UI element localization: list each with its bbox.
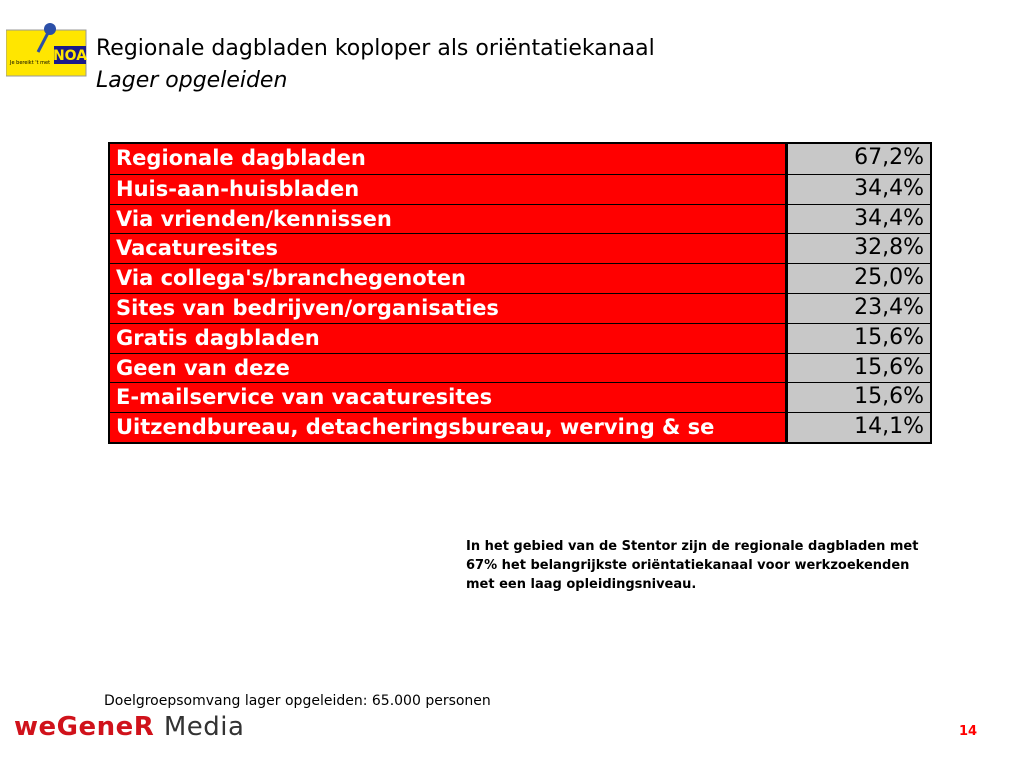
audience-size-text: Doelgroepsomvang lager opgeleiden: 65.000 personen (104, 693, 491, 709)
table-row (110, 382, 930, 412)
row-label: Via vrienden/kennissen (110, 205, 788, 234)
row-label: Geen van deze (110, 354, 788, 383)
row-value: 15,6% (788, 354, 930, 383)
row-label: Sites van bedrijven/organisaties (110, 294, 788, 323)
row-label: E-mailservice van vacaturesites (110, 383, 788, 412)
noa-logo-tagline: Je bereikt 't met (10, 60, 51, 66)
results-table (108, 142, 932, 444)
row-value: 14,1% (788, 413, 930, 442)
title-subtitle: Lager opgeleiden (96, 68, 288, 93)
row-value: 34,4% (788, 175, 930, 204)
wegener-media-logo (14, 712, 244, 742)
row-value: 15,6% (788, 383, 930, 412)
row-label: Gratis dagbladen (110, 324, 788, 353)
row-value: 32,8% (788, 234, 930, 263)
page-number: 14 (959, 724, 978, 739)
row-value: 25,0% (788, 264, 930, 293)
note-text: In het gebied van de Stentor zijn de regionale dagbladen met 67% het belangrijkste oriëntatiekanaal voor werkzoekenden met een laag opleidingsniveau. (466, 539, 919, 592)
noa-logo-text: NOA (52, 48, 88, 64)
table-row (110, 293, 930, 323)
table-row (110, 263, 930, 293)
row-value: 15,6% (788, 324, 930, 353)
table-row (110, 323, 930, 353)
row-label: Uitzendbureau, detacheringsbureau, werving & se (110, 413, 788, 442)
table-row (110, 174, 930, 204)
row-value: 34,4% (788, 205, 930, 234)
row-label: Vacaturesites (110, 234, 788, 263)
table-row (110, 233, 930, 263)
noa-logo (6, 22, 88, 78)
table-row (110, 144, 930, 174)
row-value: 67,2% (788, 144, 930, 174)
row-label: Regionale dagbladen (110, 144, 788, 174)
row-value: 23,4% (788, 294, 930, 323)
table-row (110, 412, 930, 442)
table-row (110, 204, 930, 234)
row-label: Huis-aan-huisbladen (110, 175, 788, 204)
title-main: Regionale dagbladen koploper als oriëntatiekanaal (96, 36, 655, 61)
slide-title (96, 33, 655, 97)
row-label: Via collega's/branchegenoten (110, 264, 788, 293)
table-row (110, 353, 930, 383)
brand-part1: weGeneR (14, 712, 155, 742)
brand-part2: Media (163, 712, 245, 742)
